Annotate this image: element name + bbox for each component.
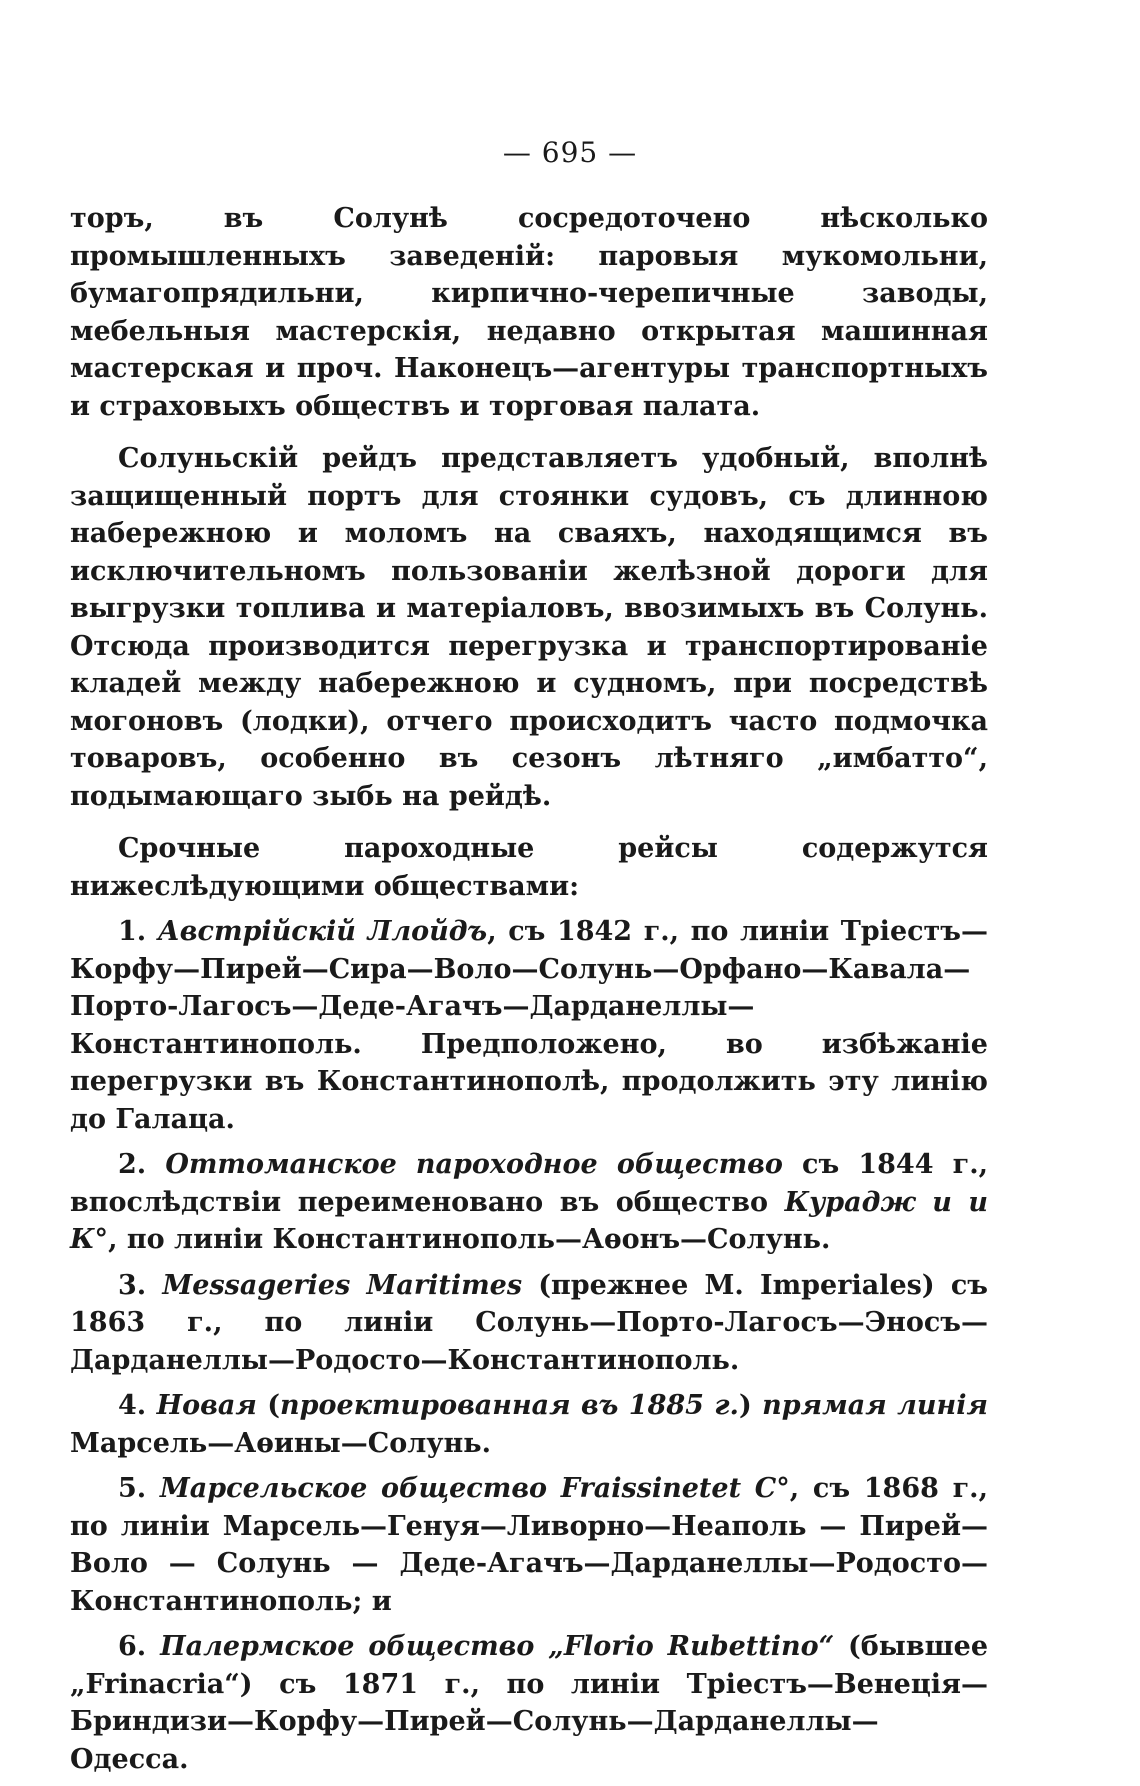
item-number: 5. [118, 1473, 147, 1504]
item-text: Марсель—Аѳины—Солунь. [70, 1427, 492, 1459]
item-text: съ 1844 г., впослѣдствіи переименовано въ общество [70, 1149, 988, 1218]
item-number: 1. [118, 916, 147, 947]
list-item-3 [70, 1267, 988, 1380]
page-body [70, 200, 988, 1786]
item-text: , съ 1868 г., по линіи Марсель—Генуя—Ливорно—Неаполь — Пирей—Воло — Солунь — Деде-Агачъ—Дарданеллы—Родосто—Константинополь; и [70, 1473, 988, 1617]
paragraph-factories: торъ, въ Солунѣ сосредоточено нѣсколько промышленныхъ заведеній: паровыя мукомольни, бумагопрядильни, кирпично-черепичные заводы, мебельныя мастерскія, недавно открытая машинная мастерская и проч. Наконецъ—агентуры транспортныхъ и страховыхъ обществъ и торговая палата. [70, 203, 988, 422]
paragraph-roadstead: Солуньскій рейдъ представляетъ удобный, вполнѣ защищенный портъ для стоянки судовъ, съ длинною набережною и моломъ на сваяхъ, находящимся въ исключительномъ пользованіи желѣзной дороги для выгрузки топлива и матеріаловъ, ввозимыхъ въ Солунь. Отсюда производится перегрузка и транспортированіе кладей между набережною и судномъ, при посредствѣ могоновъ (лодки), отчего происходитъ часто подмочка товаровъ, особенно въ сезонъ лѣтняго „имбатто“, подымающаго зыбь на рейдѣ. [70, 443, 988, 812]
page-number: — 695 — [502, 136, 638, 169]
item-text: , съ 1842 г., по линіи Тріестъ—Корфу—Пирей—Сира—Воло—Солунь—Орфано—Кавала—Порто-Лагосъ—Деде-Агачъ—Дарданеллы—Константинополь. Предположено, во избѣжаніе перегрузки въ Константинополѣ, продолжить эту линію до Галаца. [70, 916, 989, 1135]
list-item-4 [70, 1387, 988, 1462]
item-text: (бывшее „Frinacria“) съ 1871 г., по линіи Тріестъ—Венеція—Бриндизи—Корфу—Пирей—Солунь—Дарданеллы—Одесса. [70, 1631, 989, 1775]
company-name: Оттоманское пароходное общество [165, 1149, 783, 1180]
item-number: 6. [118, 1631, 147, 1662]
company-name: Палермское общество „Florio Rubettino“ [160, 1631, 835, 1662]
list-item-5 [70, 1470, 988, 1620]
list-item-2 [70, 1146, 988, 1259]
line-name-direct: прямая линія [762, 1390, 988, 1421]
line-name-projected: проектированная въ 1885 г. [280, 1390, 739, 1421]
list-item-6 [70, 1628, 988, 1778]
item-text: (прежнее M. Imperiales) съ 1863 г., по линіи Солунь—Порто-Лагосъ—Эносъ—Дарданеллы—Родосто—Константинополь. [70, 1269, 988, 1376]
company-name: Австрійскій Ллойдъ [157, 916, 488, 947]
item-number: 4. [118, 1390, 147, 1421]
item-number: 2. [118, 1149, 147, 1180]
item-text-route: , по линіи Константинополь—Аѳонъ—Солунь. [108, 1224, 831, 1255]
list-item-1 [70, 913, 988, 1138]
line-name-new: Новая [156, 1390, 257, 1421]
item-text-open-paren: ( [256, 1390, 281, 1421]
item-text-close-paren: ) [738, 1390, 763, 1421]
company-name: Марсельское общество Fraissinetet C° [159, 1473, 790, 1504]
company-name: Messageries Maritimes [162, 1269, 523, 1301]
paragraph-steamer-lines-intro: Срочные пароходные рейсы содержутся нижеслѣдующими обществами: [70, 833, 988, 902]
item-number: 3. [118, 1269, 147, 1301]
company-name-renamed: Курадж и и К° [70, 1186, 988, 1255]
